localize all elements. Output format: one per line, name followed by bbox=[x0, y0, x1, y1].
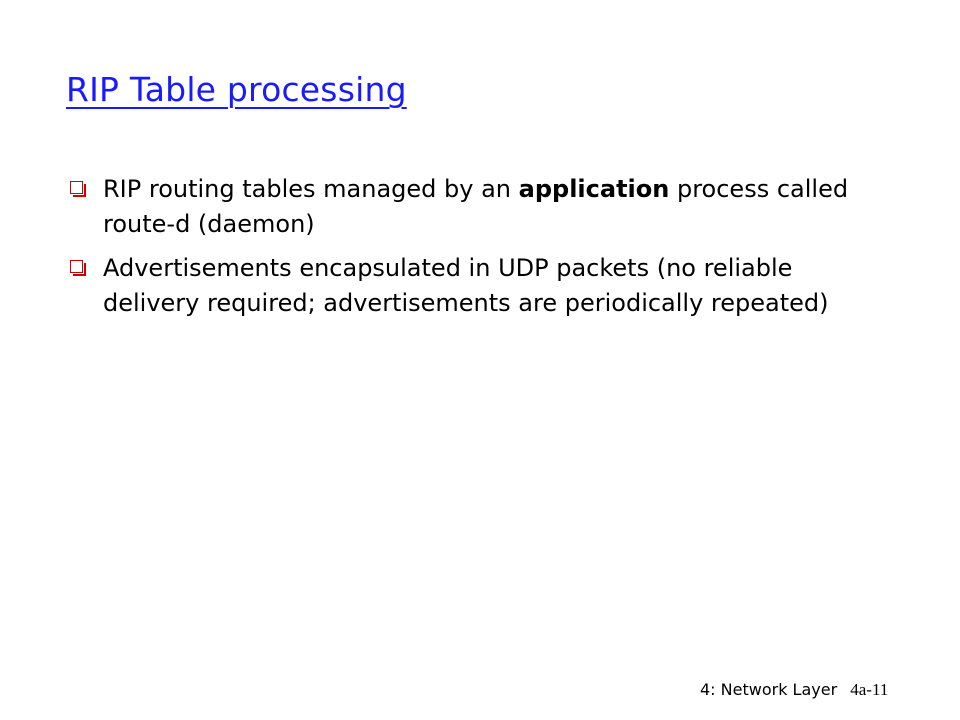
bullet-list bbox=[70, 172, 870, 330]
page-number: 4a-11 bbox=[850, 680, 889, 699]
bullet-item bbox=[70, 172, 870, 242]
bullet-text: Advertisements encapsulated in UDP packets (no reliable delivery required; advertisements are periodically repeated) bbox=[103, 254, 829, 317]
square-bullet-icon bbox=[70, 181, 83, 194]
square-bullet-icon bbox=[70, 260, 83, 273]
slide-title: RIP Table processing bbox=[66, 70, 407, 109]
slide-footer bbox=[700, 680, 888, 700]
bullet-emphasis: application bbox=[518, 175, 670, 203]
bullet-text: RIP routing tables managed by an application process called route-d (daemon) bbox=[103, 175, 849, 238]
footer-label: 4: Network Layer bbox=[700, 680, 838, 699]
bullet-item bbox=[70, 251, 870, 321]
